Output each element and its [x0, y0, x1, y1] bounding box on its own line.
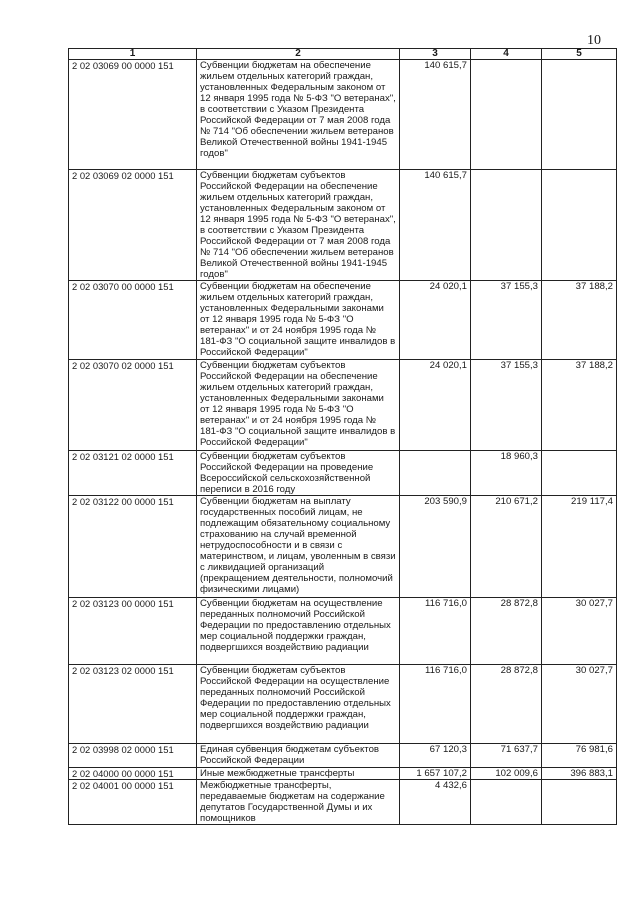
budget-code: 2 02 03069 02 0000 151 [69, 170, 197, 281]
value-col4 [471, 780, 542, 825]
table-row [69, 451, 617, 496]
budget-code: 2 02 03069 00 0000 151 [69, 60, 197, 170]
budget-code: 2 02 03122 00 0000 151 [69, 496, 197, 598]
value-col3: 116 716,0 [400, 598, 471, 665]
table-row [69, 780, 617, 825]
table-header-row [69, 49, 617, 60]
table-row [69, 598, 617, 665]
table-row [69, 768, 617, 780]
column-header-4: 4 [471, 49, 542, 60]
table-row [69, 281, 617, 360]
value-col5: 37 188,2 [542, 360, 617, 451]
value-col5: 396 883,1 [542, 768, 617, 780]
value-col3: 4 432,6 [400, 780, 471, 825]
row-description: Субвенции бюджетам субъектов Российской Федерации на обеспечение жильем отдельных категорий граждан, установленных Федеральными законами от 12 января 1995 года № 5-ФЗ "О ветеранах" и от 24 ноября 1995 года № 181-ФЗ "О социальной защите инвалидов в Российской Федерации" [197, 360, 400, 451]
value-col3: 24 020,1 [400, 360, 471, 451]
row-description: Субвенции бюджетам субъектов Российской Федерации на обеспечение жильем отдельных категорий граждан, установленных Федеральным законом от 12 января 1995 года № 5-ФЗ "О ветеранах", в соответствии с Указом Президента Российской Федерации от 7 мая 2008 года № 714 "Об обеспечении жильем ветеранов Великой Отечественной войны 1941-1945 годов" [197, 170, 400, 281]
value-col3: 24 020,1 [400, 281, 471, 360]
row-description: Субвенции бюджетам на обеспечение жильем отдельных категорий граждан, установленных Федеральными законами от 12 января 1995 года № 5-ФЗ "О ветеранах" и от 24 ноября 1995 года № 181-ФЗ "О социальной защите инвалидов в Российской Федерации" [197, 281, 400, 360]
value-col5 [542, 780, 617, 825]
value-col5: 30 027,7 [542, 598, 617, 665]
budget-code: 2 02 04000 00 0000 151 [69, 768, 197, 780]
value-col4 [471, 60, 542, 170]
table-row [69, 360, 617, 451]
budget-code: 2 02 04001 00 0000 151 [69, 780, 197, 825]
row-description: Иные межбюджетные трансферты [197, 768, 400, 780]
value-col5 [542, 451, 617, 496]
column-header-1: 1 [69, 49, 197, 60]
value-col3: 140 615,7 [400, 170, 471, 281]
value-col5: 219 117,4 [542, 496, 617, 598]
row-description: Межбюджетные трансферты, передаваемые бюджетам на содержание депутатов Государственной Думы и их помощников [197, 780, 400, 825]
row-description: Субвенции бюджетам на обеспечение жильем отдельных категорий граждан, установленных Федеральным законом от 12 января 1995 года № 5-ФЗ "О ветеранах", в соответствии с Указом Президента Российской Федерации от 7 мая 2008 года № 714 "Об обеспечении жильем ветеранов Великой Отечественной войны 1941-1945 годов" [197, 60, 400, 170]
budget-code: 2 02 03121 02 0000 151 [69, 451, 197, 496]
row-description: Субвенции бюджетам субъектов Российской Федерации на осуществление переданных полномочий Российской Федерации по предоставлению отдельных мер социальной поддержки граждан, подвергшихся воздействию радиации [197, 665, 400, 744]
value-col4: 71 637,7 [471, 744, 542, 768]
budget-table [68, 48, 617, 825]
row-description: Субвенции бюджетам субъектов Российской Федерации на проведение Всероссийской сельскохозяйственной переписи в 2016 году [197, 451, 400, 496]
table-row [69, 665, 617, 744]
value-col4 [471, 170, 542, 281]
row-description: Субвенции бюджетам на выплату государственных пособий лицам, не подлежащим обязательному социальному страхованию на случай временной нетрудоспособности и в связи с материнством, и лицам, уволенным в связи с ликвидацией организаций (прекращением деятельности, полномочий физическими лицами) [197, 496, 400, 598]
value-col4: 37 155,3 [471, 360, 542, 451]
table-row [69, 744, 617, 768]
column-header-2: 2 [197, 49, 400, 60]
budget-code: 2 02 03070 02 0000 151 [69, 360, 197, 451]
column-header-3: 3 [400, 49, 471, 60]
value-col4: 28 872,8 [471, 665, 542, 744]
row-description: Единая субвенция бюджетам субъектов Российской Федерации [197, 744, 400, 768]
value-col3: 67 120,3 [400, 744, 471, 768]
row-description: Субвенции бюджетам на осуществление переданных полномочий Российской Федерации по предоставлению отдельных мер социальной поддержки граждан, подвергшихся воздействию радиации [197, 598, 400, 665]
value-col5 [542, 170, 617, 281]
value-col5: 37 188,2 [542, 281, 617, 360]
budget-code: 2 02 03070 00 0000 151 [69, 281, 197, 360]
value-col3: 1 657 107,2 [400, 768, 471, 780]
value-col5 [542, 60, 617, 170]
value-col3: 140 615,7 [400, 60, 471, 170]
table-row [69, 60, 617, 170]
column-header-5: 5 [542, 49, 617, 60]
value-col3: 116 716,0 [400, 665, 471, 744]
value-col4: 102 009,6 [471, 768, 542, 780]
value-col5: 30 027,7 [542, 665, 617, 744]
value-col5: 76 981,6 [542, 744, 617, 768]
page-number: 10 [587, 33, 601, 48]
budget-code: 2 02 03998 02 0000 151 [69, 744, 197, 768]
value-col3: 203 590,9 [400, 496, 471, 598]
budget-code: 2 02 03123 00 0000 151 [69, 598, 197, 665]
budget-code: 2 02 03123 02 0000 151 [69, 665, 197, 744]
value-col4: 37 155,3 [471, 281, 542, 360]
value-col4: 210 671,2 [471, 496, 542, 598]
value-col4: 28 872,8 [471, 598, 542, 665]
table-row [69, 496, 617, 598]
value-col4: 18 960,3 [471, 451, 542, 496]
value-col3 [400, 451, 471, 496]
table-row [69, 170, 617, 281]
